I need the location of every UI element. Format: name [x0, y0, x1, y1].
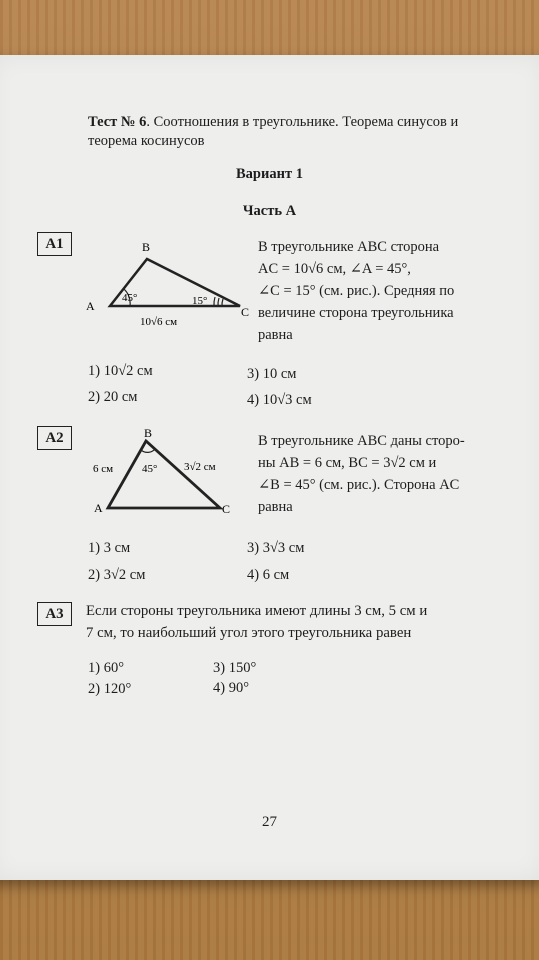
angle-label-b: 45° [142, 463, 158, 475]
test-title: Тест № 6. Соотношения в треугольнике. Теорема синусов и теорема косинусов [88, 114, 459, 149]
problem-label-a3: A3 [37, 602, 72, 626]
answer-option: 1) 3 см [88, 540, 131, 556]
side-label-ab: 6 см [93, 463, 114, 475]
problem-label-a1: A1 [37, 232, 72, 256]
page-number: 27 [262, 814, 277, 830]
problem-label-a2: A2 [37, 426, 72, 450]
vertex-label-b: B [144, 426, 153, 440]
problem-text-a1: В треугольнике ABC сторона AC = 10√6 см, ∠A = 45°, ∠C = 15° (см. рис.). Средняя по величине сторона треугольника равна [258, 239, 455, 343]
angle-arc-b [141, 449, 155, 452]
vertex-label-a: A [94, 501, 103, 515]
answer-option: 3) 3√3 см [247, 540, 305, 556]
variant-heading: Вариант 1 [236, 166, 303, 182]
answer-option: 1) 10√2 см [88, 363, 153, 379]
side-label-bc: 3√2 см [184, 461, 216, 473]
answer-option: 2) 120° [88, 681, 132, 697]
answer-option: 2) 3√2 см [88, 567, 146, 583]
answer-option: 2) 20 см [88, 389, 138, 405]
vertex-label-c: C [222, 502, 231, 516]
angle-label-c: 15° [192, 295, 208, 307]
answer-option: 3) 10 см [247, 366, 297, 382]
problem-text-a2: В треугольнике ABC даны сторо- ны AB = 6 см, BC = 3√2 см и ∠B = 45° (см. рис.). Сторона AC равна [258, 433, 465, 515]
part-heading: Часть А [242, 203, 297, 219]
answer-option: 1) 60° [88, 660, 125, 676]
answer-option: 4) 90° [213, 680, 250, 696]
angle-arc-c1 [214, 297, 215, 306]
answer-option: 3) 150° [213, 660, 257, 676]
triangle-figure-a2 [88, 424, 243, 520]
angle-label-a: 45° [122, 292, 138, 304]
side-label-ac: 10√6 см [140, 316, 178, 328]
vertex-label-c: C [241, 305, 250, 319]
triangle-a2 [108, 441, 220, 508]
answer-option: 4) 10√3 см [247, 392, 312, 408]
triangle-figure-a1 [80, 236, 250, 331]
problem-text-a3: Если стороны треугольника имеют длины 3 см, 5 см и 7 см, то наибольший угол этого треугольника равен [86, 603, 428, 641]
vertex-label-a: A [86, 299, 95, 313]
answer-option: 4) 6 см [247, 567, 290, 583]
vertex-label-b: B [142, 240, 151, 254]
